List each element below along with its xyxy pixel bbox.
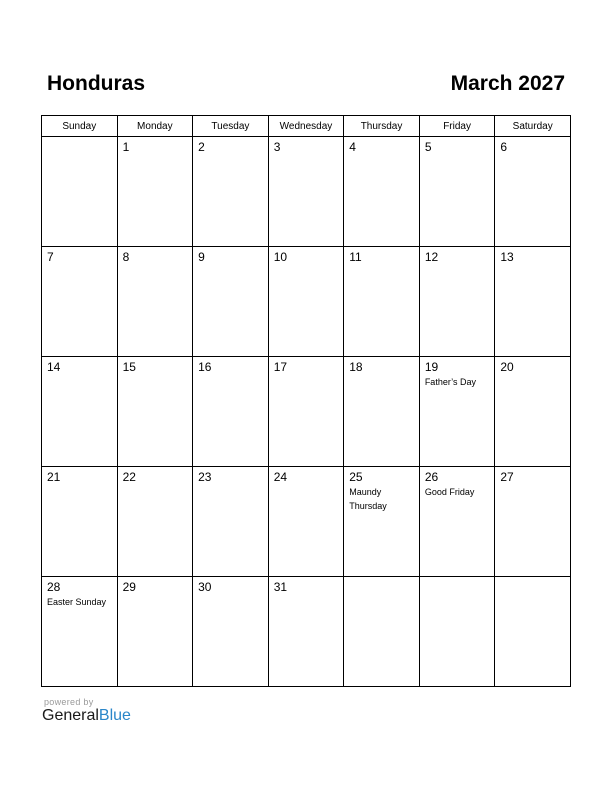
day-cell <box>117 467 193 577</box>
footer-branding <box>42 697 131 725</box>
day-number: 20 <box>500 360 514 374</box>
day-cell <box>419 247 495 357</box>
day-cell <box>193 247 269 357</box>
day-number: 17 <box>273 360 288 374</box>
day-cell <box>495 467 571 577</box>
day-number: 24 <box>273 470 288 484</box>
weekday-saturday: Saturday <box>495 116 571 137</box>
week-row <box>42 137 571 247</box>
day-cell <box>117 577 193 687</box>
day-cell <box>268 137 344 247</box>
day-cell <box>193 577 269 687</box>
day-cell <box>344 577 420 687</box>
day-number: 27 <box>500 470 514 484</box>
day-cell <box>344 247 420 357</box>
week-row <box>42 247 571 357</box>
day-number: 23 <box>198 470 212 484</box>
day-number: 22 <box>122 470 136 484</box>
day-cell <box>495 357 571 467</box>
brand-general: General <box>42 707 99 724</box>
week-row <box>42 357 571 467</box>
week-row <box>42 467 571 577</box>
day-cell <box>344 137 420 247</box>
weekday-sunday: Sunday <box>42 116 118 137</box>
day-cell <box>268 467 344 577</box>
day-cell <box>344 357 420 467</box>
weekday-tuesday: Tuesday <box>193 116 269 137</box>
day-cell <box>42 357 118 467</box>
day-number: 14 <box>47 360 61 374</box>
weekday-friday: Friday <box>419 116 495 137</box>
day-cell <box>193 137 269 247</box>
day-cell <box>419 137 495 247</box>
day-cell <box>495 137 571 247</box>
day-number: 11 <box>349 250 362 264</box>
day-cell <box>419 467 495 577</box>
holiday-label: Father’s Day <box>424 377 476 387</box>
day-number: 21 <box>47 470 61 484</box>
weekday-thursday: Thursday <box>344 116 420 137</box>
day-number: 3 <box>273 140 281 154</box>
country-title: Honduras <box>47 72 146 95</box>
calendar-grid <box>41 115 571 687</box>
holiday-label: Good Friday <box>424 487 475 497</box>
day-cell <box>193 357 269 467</box>
day-number: 7 <box>47 250 54 264</box>
day-cell <box>42 467 118 577</box>
day-cell <box>344 467 420 577</box>
day-cell <box>117 137 193 247</box>
weekday-monday: Monday <box>117 116 193 137</box>
day-cell <box>268 357 344 467</box>
day-cell <box>268 577 344 687</box>
day-number: 2 <box>198 140 205 154</box>
day-number: 13 <box>500 250 514 264</box>
day-number: 5 <box>424 140 432 154</box>
day-number: 26 <box>424 470 439 484</box>
day-number: 19 <box>424 360 439 374</box>
day-number: 15 <box>122 360 136 374</box>
month-title: March 2027 <box>450 72 565 95</box>
day-cell <box>117 247 193 357</box>
day-number: 28 <box>47 580 61 594</box>
brand-blue: Blue <box>98 707 131 724</box>
day-number: 6 <box>500 140 508 154</box>
day-cell <box>268 247 344 357</box>
day-cell <box>117 357 193 467</box>
generalblue-logo <box>42 707 131 725</box>
day-number: 4 <box>349 140 356 154</box>
day-number: 31 <box>273 580 288 594</box>
day-number: 30 <box>198 580 212 594</box>
calendar-body <box>42 137 571 687</box>
day-cell <box>419 357 495 467</box>
day-cell <box>42 137 118 247</box>
day-number: 18 <box>349 360 363 374</box>
day-number: 25 <box>349 470 363 484</box>
day-cell <box>42 577 118 687</box>
holiday-label: Maundy Thursday <box>349 487 387 511</box>
day-number: 12 <box>424 250 439 264</box>
powered-by-text: powered by <box>44 697 94 707</box>
weekday-wednesday: Wednesday <box>268 116 344 137</box>
day-number: 16 <box>198 360 212 374</box>
day-number: 1 <box>122 140 130 154</box>
week-row <box>42 577 571 687</box>
day-cell <box>495 247 571 357</box>
day-cell <box>193 467 269 577</box>
day-cell <box>495 577 571 687</box>
weekday-header-row <box>42 116 571 137</box>
day-cell <box>419 577 495 687</box>
day-cell <box>42 247 118 357</box>
holiday-label: Easter Sunday <box>47 597 107 607</box>
day-number: 10 <box>273 250 288 264</box>
day-number: 8 <box>122 250 130 264</box>
day-number: 29 <box>122 580 136 594</box>
day-number: 9 <box>198 250 205 264</box>
